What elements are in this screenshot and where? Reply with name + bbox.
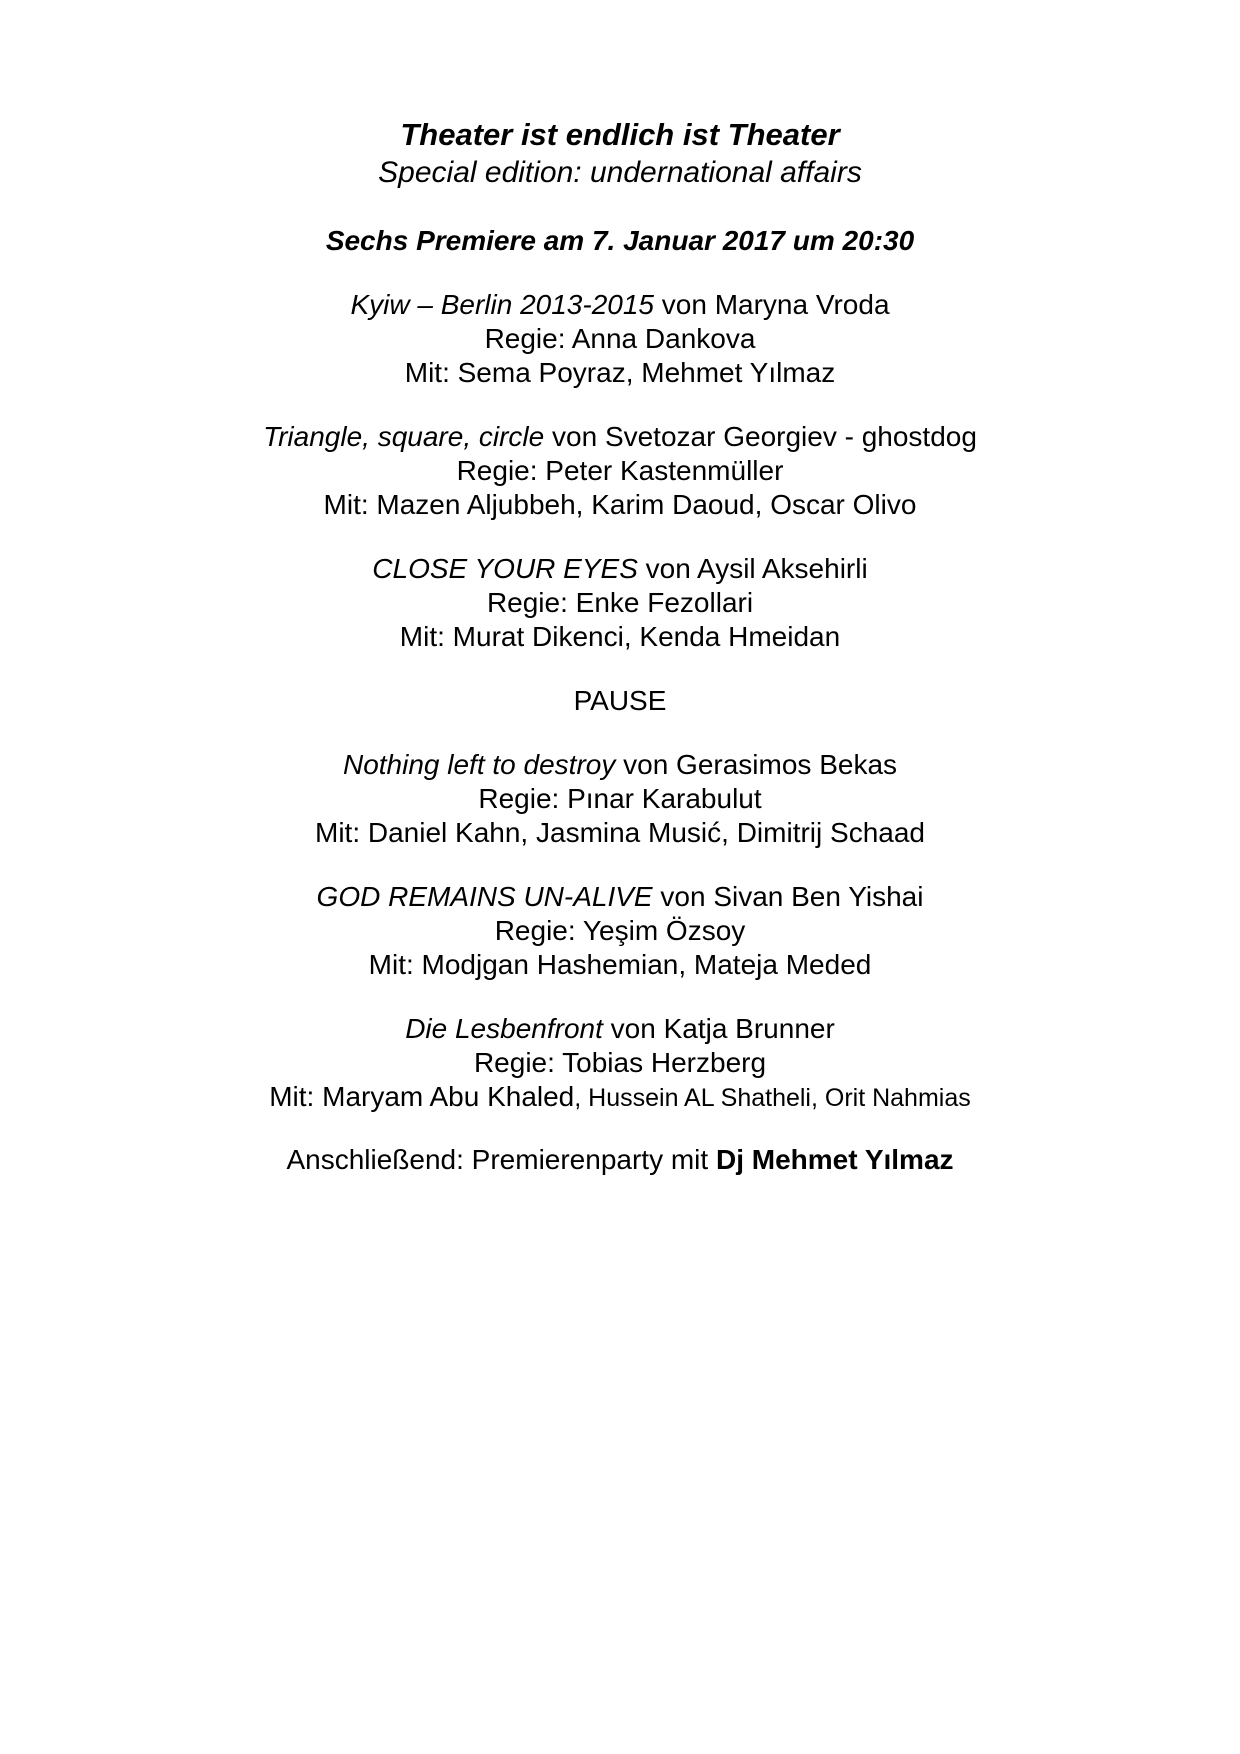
program-title: Theater ist endlich ist Theater — [400, 117, 840, 152]
play-title: CLOSE YOUR EYES — [372, 553, 638, 584]
play-director: Regie: Peter Kastenmüller — [456, 455, 784, 486]
play-author: von Gerasimos Bekas — [615, 749, 898, 780]
play-cast: Mit: Mazen Aljubbeh, Karim Daoud, Oscar Olivo — [323, 489, 917, 520]
premiere-date-line: Sechs Premiere am 7. Januar 2017 um 20:30 — [325, 225, 915, 256]
play-author: von Sivan Ben Yishai — [652, 881, 924, 912]
play-cast-secondary: , Hussein AL Shatheli, Orit Nahmias — [574, 1084, 971, 1112]
play-title: GOD REMAINS UN-ALIVE — [316, 881, 653, 912]
play-cast — [120, 1080, 1120, 1115]
play-heading — [120, 420, 1120, 454]
play-author: von Aysil Aksehirli — [637, 553, 868, 584]
play-director: Regie: Yeşim Özsoy — [494, 915, 746, 946]
play-heading — [120, 1012, 1120, 1046]
play-block — [120, 880, 1120, 982]
pause-label: PAUSE — [573, 685, 667, 716]
play-director: Regie: Tobias Herzberg — [473, 1047, 767, 1078]
play-author: von Maryna Vroda — [653, 289, 890, 320]
play-block — [120, 288, 1120, 390]
program-content — [120, 116, 1120, 1177]
play-heading — [120, 748, 1120, 782]
closing-line — [120, 1143, 1120, 1177]
program-subtitle: Special edition: undernational affairs — [378, 156, 862, 189]
play-title: Kyiw – Berlin 2013-2015 — [350, 289, 654, 320]
play-block — [120, 748, 1120, 850]
play-heading — [120, 288, 1120, 322]
play-cast: Mit: Murat Dikenci, Kenda Hmeidan — [399, 621, 841, 652]
play-cast: Mit: Sema Poyraz, Mehmet Yılmaz — [404, 357, 836, 388]
play-heading — [120, 552, 1120, 586]
play-title: Nothing left to destroy — [342, 749, 616, 780]
play-director: Regie: Pınar Karabulut — [478, 783, 762, 814]
play-block — [120, 552, 1120, 654]
play-title: Die Lesbenfront — [405, 1013, 603, 1044]
play-director: Regie: Enke Fezollari — [486, 587, 754, 618]
closing-prefix: Anschließend: Premierenparty mit — [286, 1144, 716, 1175]
play-author: von Katja Brunner — [602, 1013, 835, 1044]
play-title: Triangle, square, circle — [263, 421, 545, 452]
play-cast: Mit: Daniel Kahn, Jasmina Musić, Dimitrij Schaad — [315, 817, 925, 848]
play-block — [120, 1012, 1120, 1115]
play-block — [120, 420, 1120, 522]
play-cast: Mit: Modjgan Hashemian, Mateja Meded — [368, 949, 872, 980]
play-heading — [120, 880, 1120, 914]
play-cast-primary: Mit: Maryam Abu Khaled — [269, 1081, 575, 1112]
play-author: von Svetozar Georgiev - ghostdog — [544, 421, 977, 452]
play-director: Regie: Anna Dankova — [484, 323, 756, 354]
closing-dj: Dj Mehmet Yılmaz — [715, 1144, 954, 1175]
